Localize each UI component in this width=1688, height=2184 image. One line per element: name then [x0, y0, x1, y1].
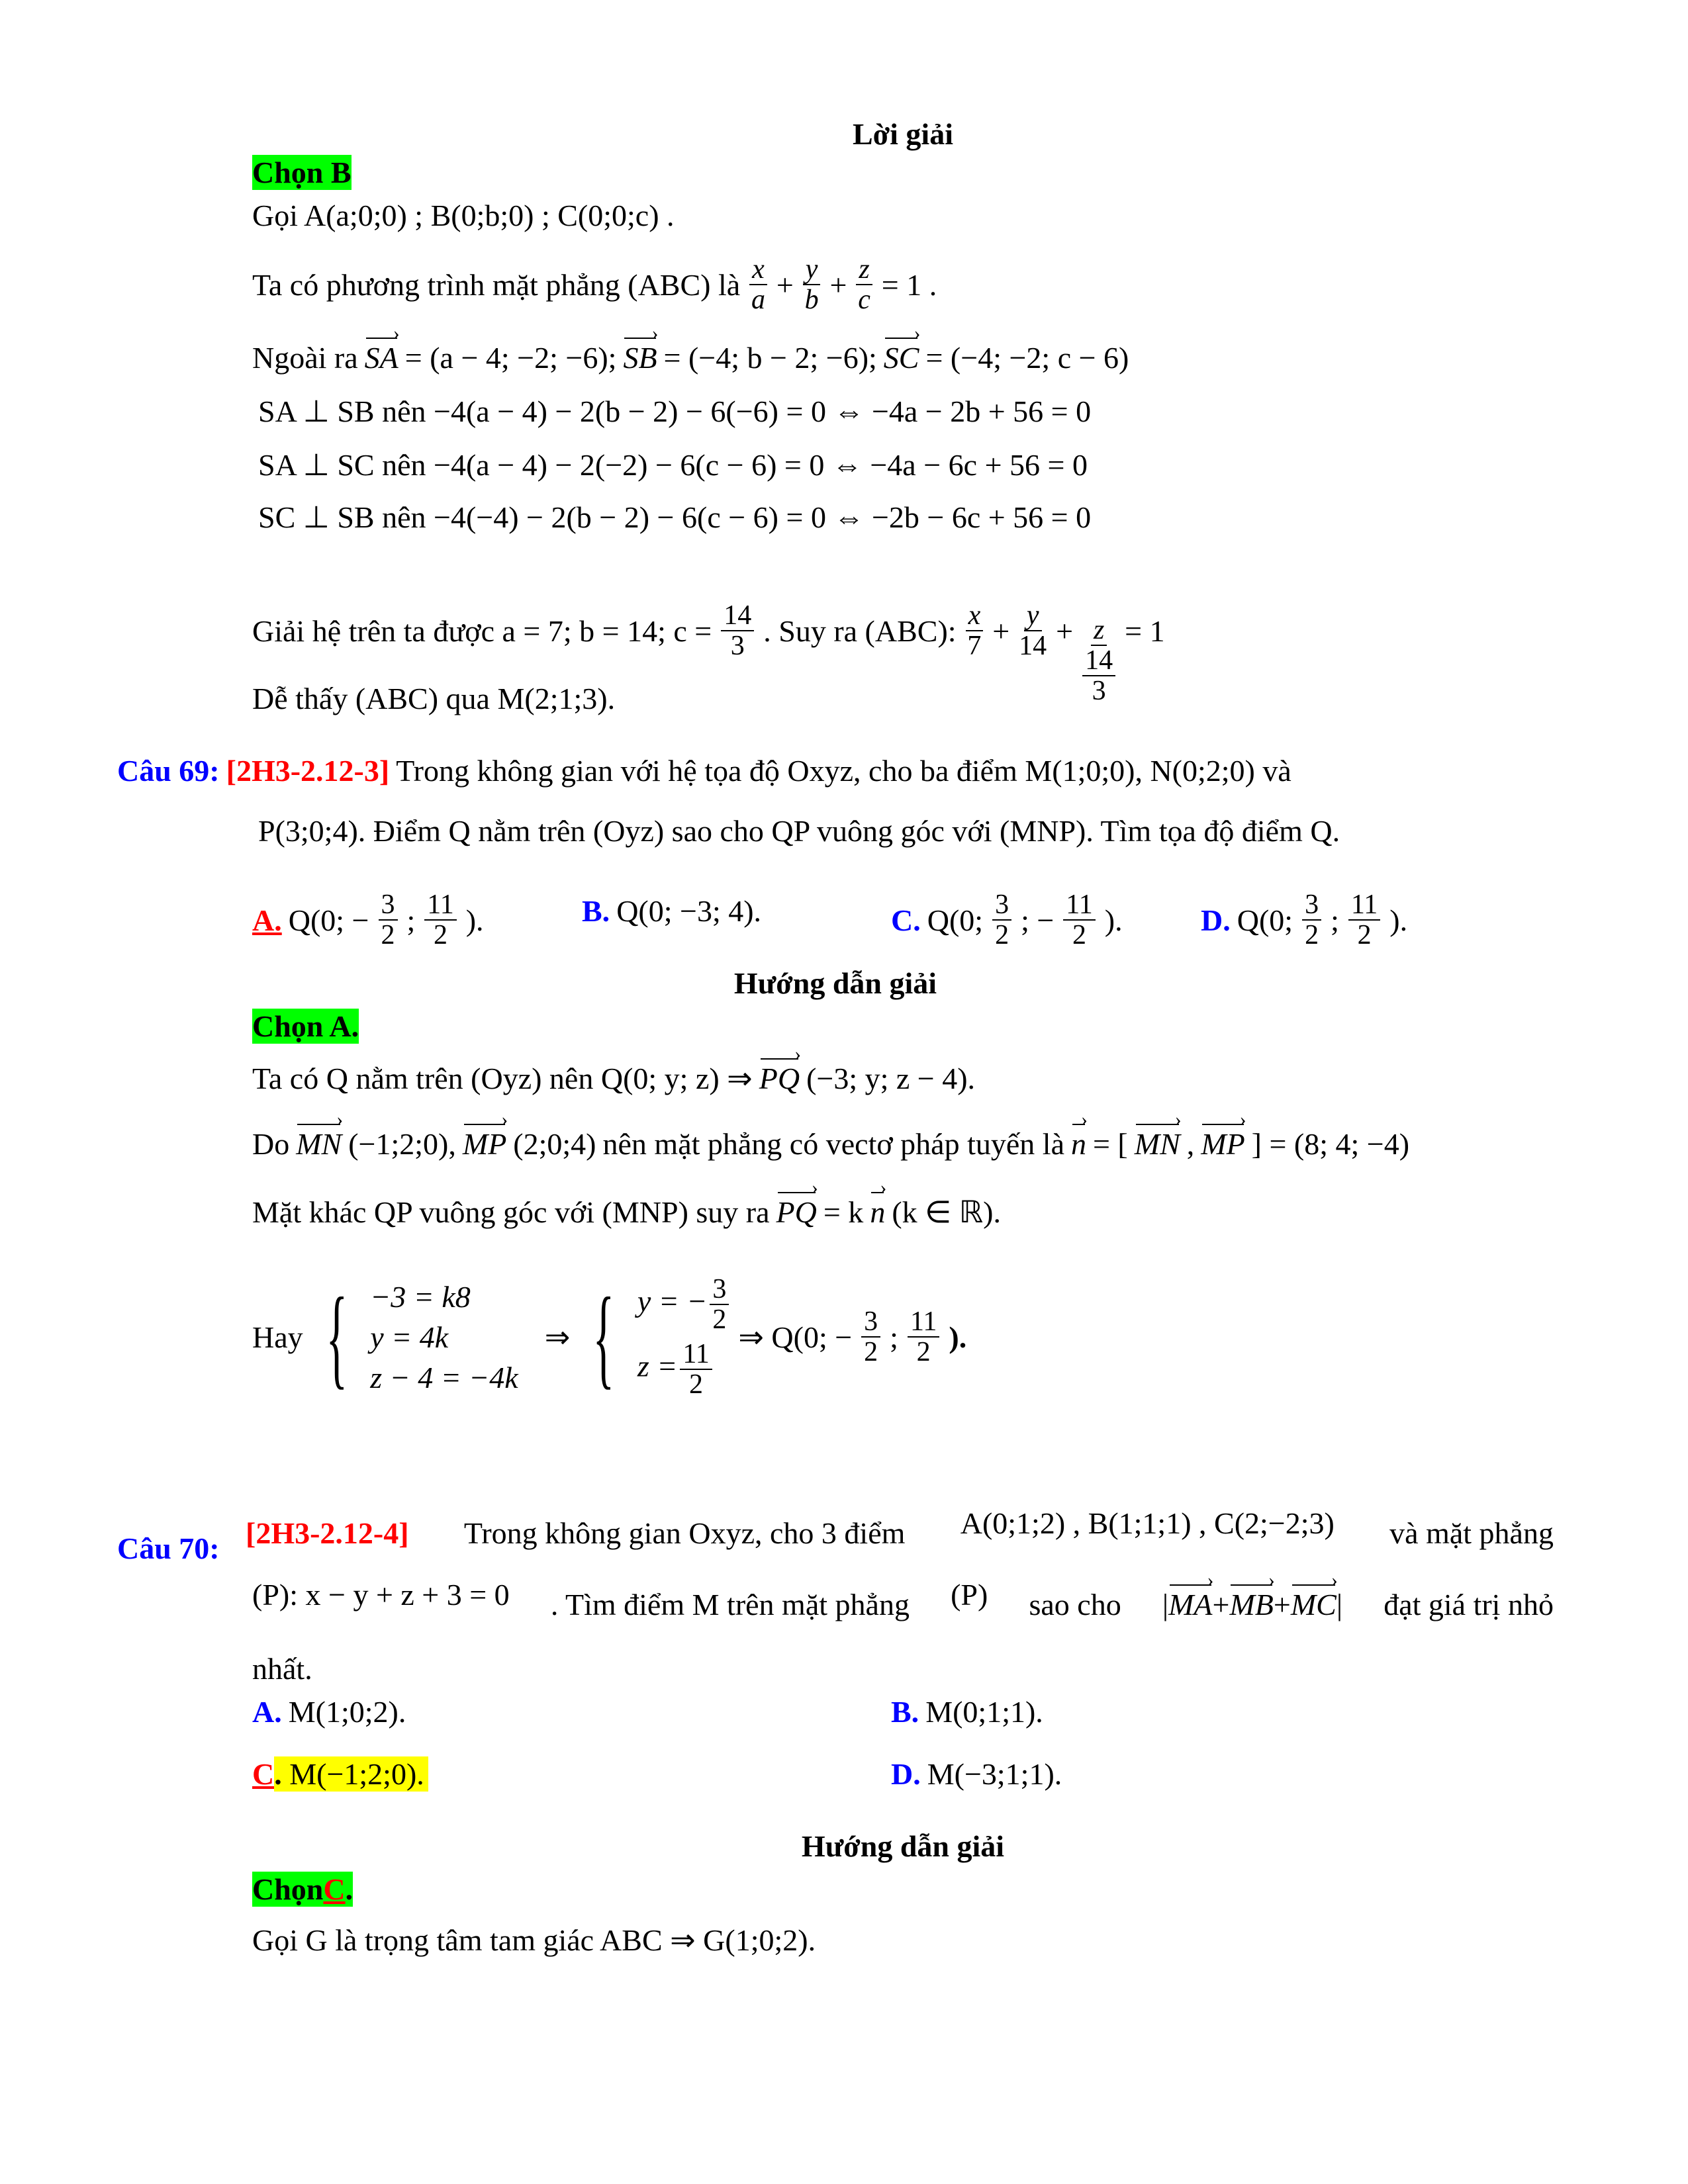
- brace: {: [592, 1275, 615, 1399]
- question-label: Câu 69:: [117, 754, 220, 788]
- vector: n ›: [1071, 1126, 1086, 1161]
- option-text: Q(0; −3; 4).: [616, 894, 762, 928]
- solution-line: Mặt khác QP vuông góc với (MNP) suy ra PQ › = k n › (k ∈ ℝ).: [252, 1194, 1001, 1230]
- vector: SA ›: [365, 340, 399, 375]
- solution-line: SA ⊥ SC nên −4(a − 4) − 2(−2) − 6(c − 6) = 0 ⇔ −4a − 6c + 56 = 0: [258, 448, 1088, 482]
- vector: PQ ›: [776, 1195, 817, 1230]
- question-69-line: [117, 753, 1554, 788]
- plus: +: [829, 267, 847, 302]
- question-tag: [2H3-2.12-3]: [226, 754, 390, 788]
- option-c: C . M(−1;2;0).: [252, 1756, 428, 1792]
- solution-line: Dễ thấy (ABC) qua M(2;1;3).: [252, 682, 616, 715]
- solution-line: [252, 340, 1129, 375]
- solution-heading: Hướng dẫn giải: [733, 966, 937, 1000]
- option-a: A. M(1;0;2).: [252, 1695, 406, 1729]
- answer-choice: Chọn B: [252, 156, 352, 189]
- text: Giải hệ trên ta được a = 7; b = 14; c =: [252, 614, 712, 648]
- text: = (a − 4; −2; −6);: [404, 341, 617, 375]
- vector: PQ ›: [759, 1061, 800, 1096]
- equation-system: Hay { −3 = k8 y = 4k z − 4 = −4k ⇒ { y = − $\frac{3}{2}$ z = $\frac{11}{2}$ ⇒ Q(0; − $\frac{3}{2}$ ; $\frac{11}{2}$ ).: [252, 1273, 967, 1400]
- option-b: B. M(0;1;1).: [891, 1695, 1043, 1729]
- fraction: $\frac{z}{c}$: [856, 255, 872, 314]
- fraction: $\frac{x}{7}$: [966, 601, 984, 660]
- solution-line: SC ⊥ SB nên −4(−4) − 2(b − 2) − 6(c − 6) = 0 ⇔ −2b − 6c + 56 = 0: [258, 500, 1092, 534]
- question-text: (P): x − y + z + 3 = 0 . Tìm điểm M trên mặt phẳng (P) sao cho |MA ›+MB ›+MC ›| đạt giá trị nhỏ: [252, 1587, 1554, 1622]
- option-letter: B.: [582, 894, 610, 928]
- plus: +: [776, 267, 794, 302]
- brace: {: [326, 1275, 348, 1399]
- solution-line: Gọi G là trọng tâm tam giác ABC ⇒ G(1;0;2).: [252, 1923, 816, 1957]
- text: Ta có phương trình mặt phẳng (ABC) là: [252, 267, 741, 302]
- solution-line: Do MN › (−1;2;0), MP › (2;0;4) nên mặt phẳng có vectơ pháp tuyến là n › = [ MN › , MP › ] = (8; 4; −4): [252, 1126, 1409, 1161]
- question-text: Trong không gian với hệ tọa độ Oxyz, cho ba điểm M(1;0;0), N(0;2;0) và: [396, 754, 1291, 788]
- text: = (−4; −2; c − 6): [925, 341, 1129, 375]
- option-d: D. Q(0; $\frac{3}{2}$ ; $\frac{11}{2}$ ).: [1201, 889, 1408, 951]
- answer-choice: Chọn C .: [252, 1872, 353, 1906]
- fraction: $\frac{y}{b}$: [803, 255, 821, 314]
- vector: MP ›: [463, 1126, 506, 1161]
- fraction: $\frac{x}{a}$: [749, 255, 767, 314]
- question-text: P(3;0;4). Điểm Q nằm trên (Oyz) sao cho QP vuông góc với (MNP). Tìm tọa độ điểm Q.: [258, 814, 1340, 848]
- text: = 1 .: [881, 267, 937, 302]
- fraction: z 14 3: [1082, 615, 1115, 705]
- text: Ngoài ra: [252, 341, 358, 375]
- vector: n ›: [870, 1195, 885, 1230]
- fraction: $\frac{14}{3}$: [721, 601, 754, 660]
- solution-heading: Lời giải: [853, 117, 953, 151]
- text: = (−4; b − 2; −6);: [663, 341, 877, 375]
- vector: SB ›: [623, 340, 657, 375]
- vector: SC ›: [884, 340, 919, 375]
- option-letter: A.: [252, 903, 282, 937]
- question-70-label: Câu 70:: [117, 1531, 220, 1565]
- solution-heading: Hướng dẫn giải: [801, 1829, 1005, 1863]
- vector: MN ›: [1135, 1126, 1180, 1161]
- solution-line: Ta có Q nằm trên (Oyz) nên Q(0; y; z) ⇒ PQ › (−3; y; z − 4).: [252, 1060, 975, 1096]
- text: = 1: [1125, 614, 1165, 648]
- plus: +: [1056, 614, 1074, 648]
- option-b: [582, 893, 761, 929]
- vector: MN ›: [296, 1126, 342, 1161]
- plus: +: [992, 614, 1010, 648]
- answer-choice: Chọn A.: [252, 1009, 359, 1043]
- option-letter: C.: [891, 903, 921, 937]
- question-text: nhất.: [252, 1652, 312, 1686]
- question-tag: [2H3-2.12-4]: [246, 1516, 409, 1550]
- option-letter: D.: [1201, 903, 1231, 937]
- question-text: [2H3-2.12-4] Trong không gian Oxyz, cho 3 điểm A(0;1;2) , B(1;1;1) , C(2;−2;3) và mặt phẳng: [246, 1506, 1554, 1550]
- text: . Suy ra (ABC):: [763, 614, 957, 648]
- option-a: A. Q(0; − $\frac{3}{2}$ ; $\frac{11}{2}$ ).: [252, 889, 484, 951]
- option-d: D. M(−3;1;1).: [891, 1757, 1062, 1791]
- solution-line: Gọi A(a;0;0) ; B(0;b;0) ; C(0;0;c) .: [252, 199, 675, 232]
- fraction: $\frac{y}{14}$: [1019, 600, 1047, 662]
- vector: MP ›: [1201, 1126, 1244, 1161]
- solution-line: SA ⊥ SB nên −4(a − 4) − 2(b − 2) − 6(−6) = 0 ⇔ −4a − 2b + 56 = 0: [258, 394, 1092, 428]
- solution-line: [252, 255, 937, 314]
- option-c: C. Q(0; $\frac{3}{2}$ ; − $\frac{11}{2}$ ).: [891, 889, 1123, 951]
